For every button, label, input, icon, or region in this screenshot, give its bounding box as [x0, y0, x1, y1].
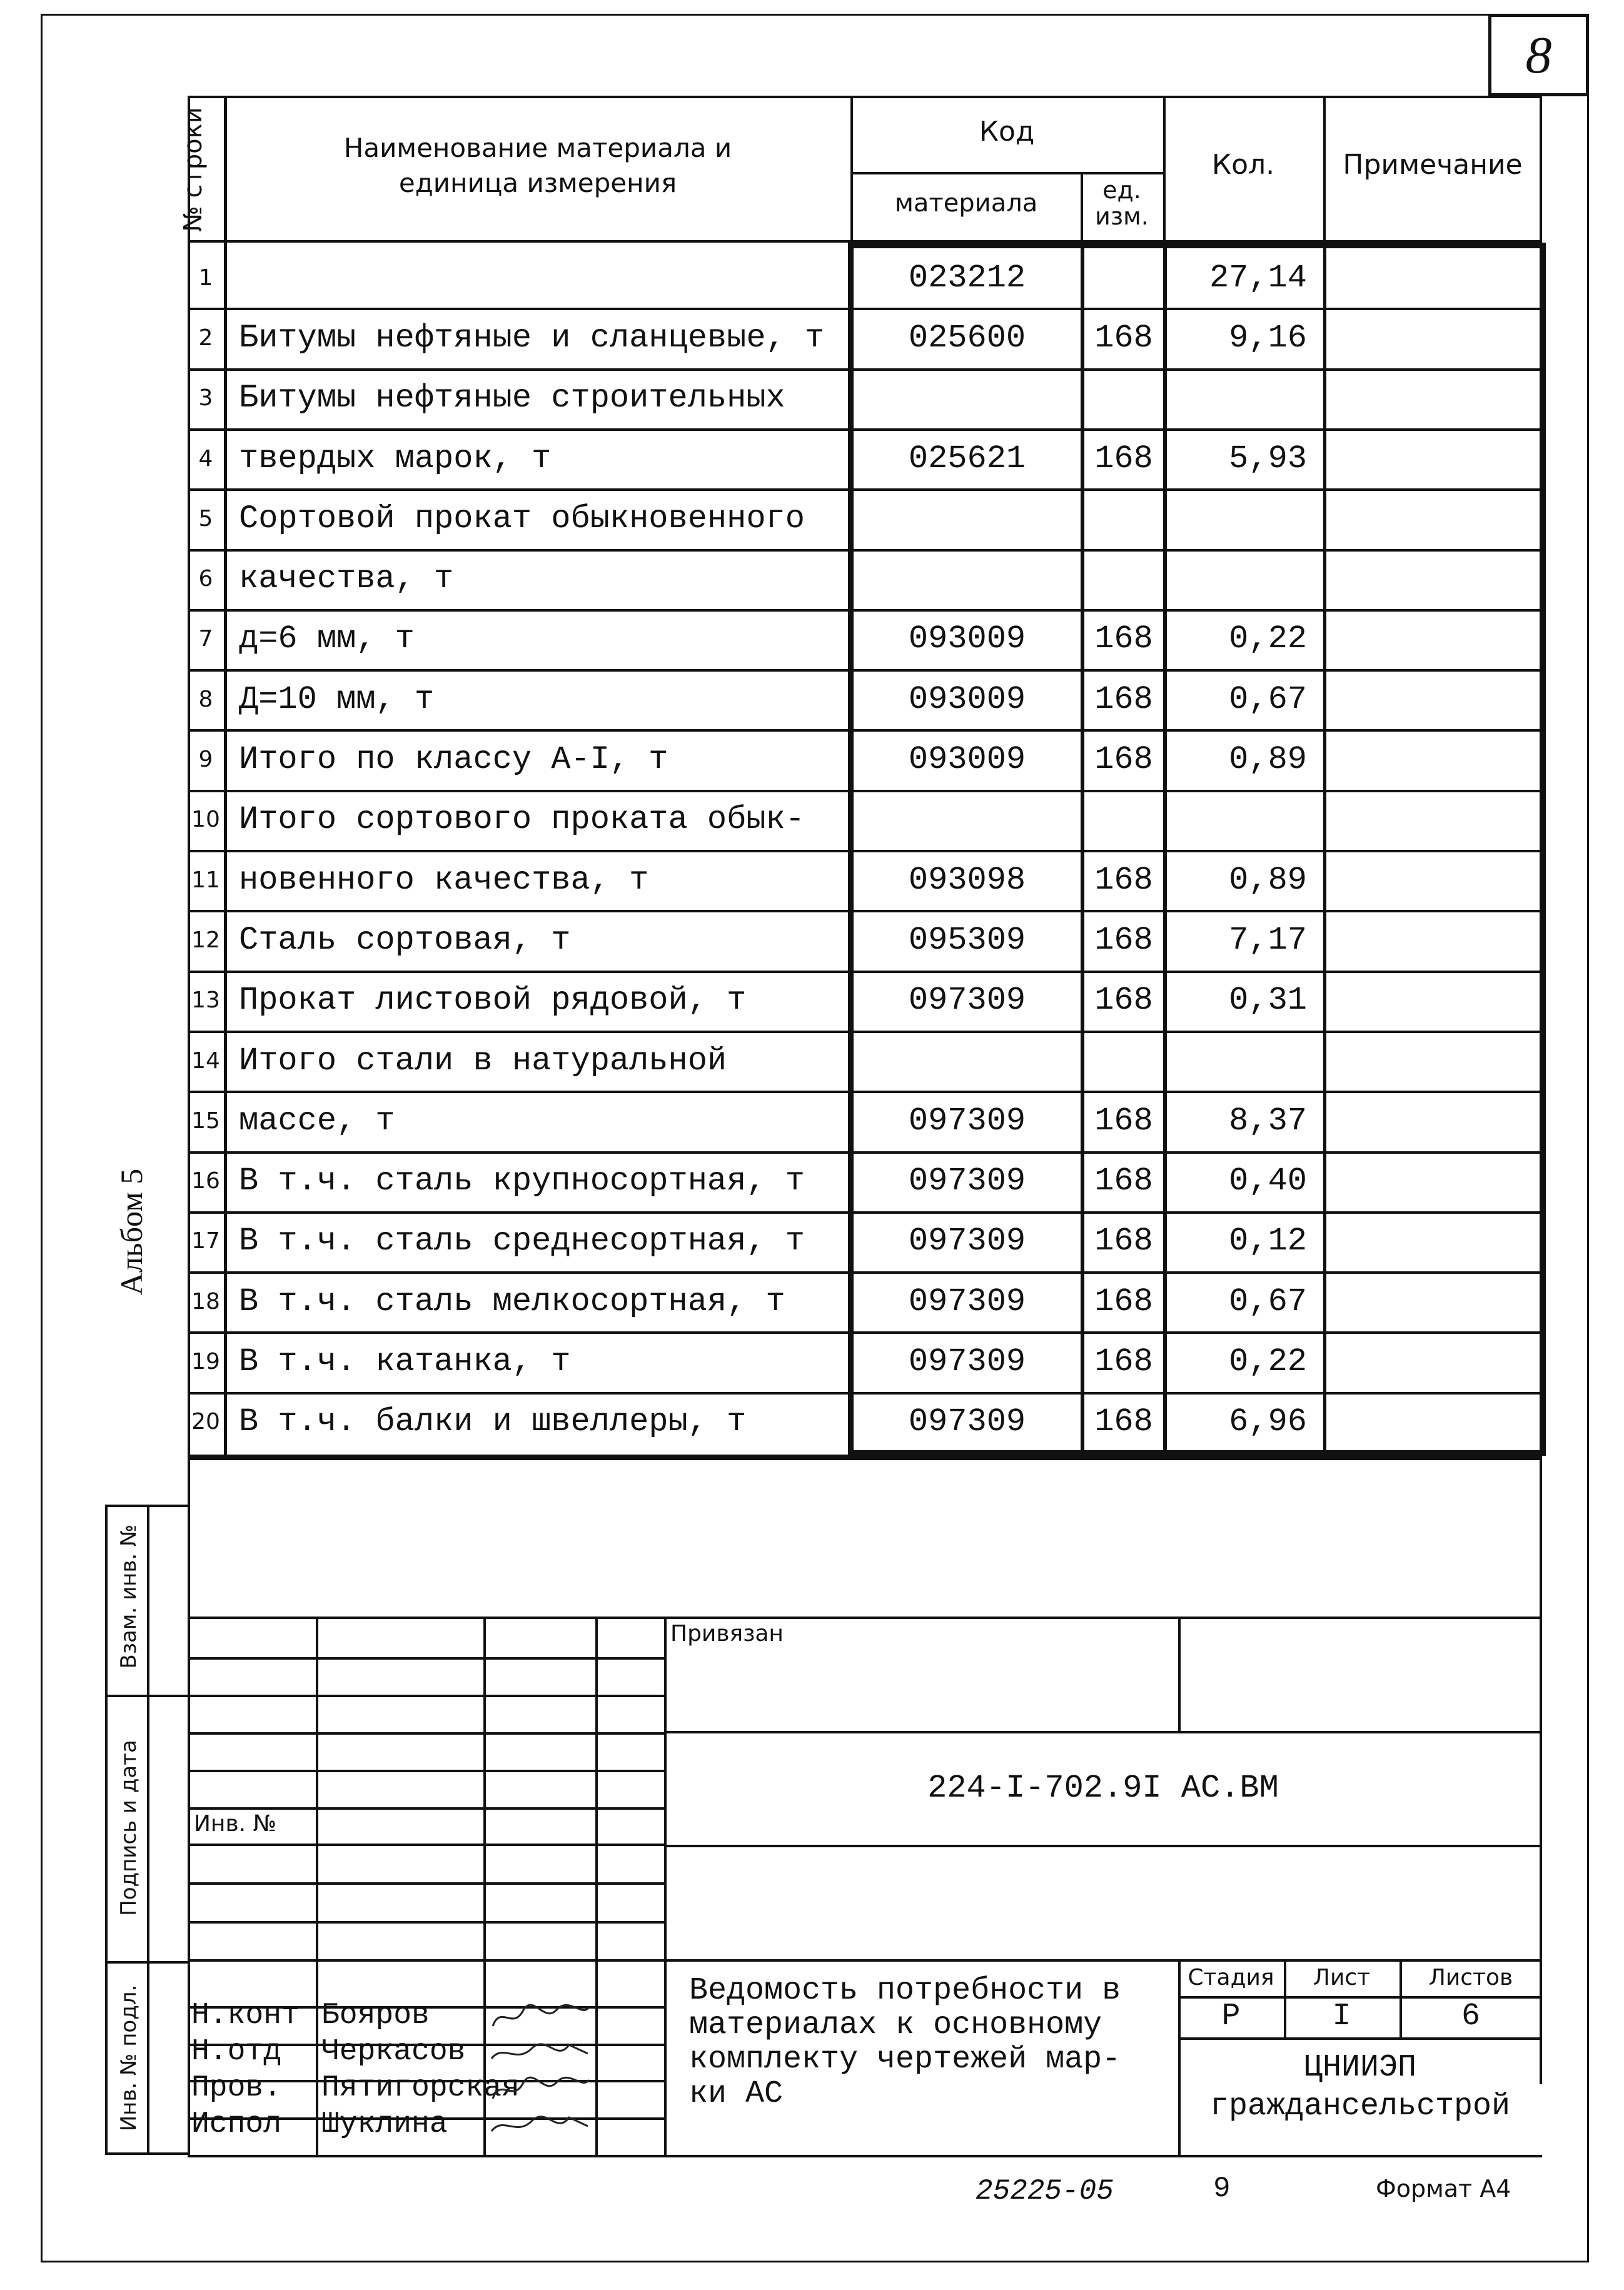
signer-name: Бояров	[321, 1999, 430, 2032]
row-name: Сталь сортовая, т	[239, 921, 571, 959]
row-code: 097309	[908, 1403, 1026, 1441]
sheets-label: Листов	[1428, 1965, 1513, 1990]
row-number: 19	[191, 1349, 220, 1375]
row-number: 16	[191, 1168, 220, 1194]
row-unit	[1084, 549, 1163, 609]
row-code	[854, 368, 1081, 428]
row-name: твердых марок, т	[239, 440, 552, 477]
row-unit: 168	[1094, 440, 1153, 477]
row-name: В т.ч. сталь мелкосортная, т	[239, 1283, 785, 1320]
row-qty	[1167, 1031, 1323, 1091]
row-name: Итого по классу А-I, т	[239, 741, 668, 779]
row-number: 1	[198, 265, 213, 291]
row-unit	[1084, 368, 1163, 428]
row-code: 097309	[908, 1223, 1026, 1260]
row-qty: 6,96	[1229, 1403, 1307, 1441]
row-number: 17	[191, 1228, 220, 1254]
header-qty: Кол.	[1211, 149, 1275, 181]
org-line-1: ЦНИИЭП	[1303, 2050, 1417, 2086]
row-code	[854, 1031, 1081, 1091]
stage-value: Р	[1221, 1999, 1241, 2034]
row-unit	[1084, 248, 1163, 308]
row-unit	[1084, 790, 1163, 850]
sheet-value: I	[1332, 1999, 1351, 2034]
row-unit: 168	[1094, 861, 1153, 899]
row-code: 093009	[908, 620, 1026, 658]
row-name: В т.ч. катанка, т	[239, 1343, 571, 1381]
row-number: 3	[198, 385, 213, 411]
sheets-value: 6	[1461, 1999, 1480, 2034]
row-code: 093098	[908, 861, 1026, 899]
row-qty: 0,40	[1229, 1163, 1307, 1200]
row-qty: 0,12	[1229, 1223, 1307, 1260]
row-name: новенного качества, т	[239, 861, 649, 899]
signer-role: Н.конт	[191, 1999, 300, 2032]
archive-number: 25225-05	[976, 2175, 1114, 2207]
row-unit: 168	[1094, 1102, 1153, 1139]
side-podpis: Подпись и дата	[116, 1740, 141, 1916]
row-code: 095309	[908, 921, 1026, 959]
org-line-2: граждансельстрой	[1209, 2089, 1511, 2124]
row-qty: 27,14	[1209, 259, 1307, 296]
row-code: 097309	[908, 1163, 1026, 1200]
row-unit: 168	[1094, 982, 1153, 1019]
side-inv-podl: Инв. № подл.	[116, 1984, 141, 2132]
format-label: Формат А4	[1376, 2175, 1511, 2202]
row-name: Сортовой прокат обыкновенного	[239, 500, 805, 537]
sheet-number: 8	[1525, 26, 1552, 84]
signature-mark	[488, 2035, 594, 2070]
row-number: 18	[191, 1288, 220, 1314]
header-name-2: единица измерения	[398, 168, 677, 198]
row-unit: 168	[1094, 1223, 1153, 1260]
row-number: 12	[191, 927, 220, 953]
inv-no-label: Инв. №	[194, 1811, 277, 1837]
signer-role: Пров.	[191, 2071, 282, 2105]
row-number: 11	[191, 867, 220, 893]
row-qty: 0,22	[1229, 1343, 1307, 1381]
header-code-unit-2: изм.	[1095, 203, 1149, 230]
row-number: 14	[191, 1047, 220, 1074]
row-unit: 168	[1094, 921, 1153, 959]
row-code: 093009	[908, 680, 1026, 718]
row-qty	[1167, 488, 1323, 548]
row-name: качества, т	[239, 560, 454, 598]
row-number: 4	[198, 445, 213, 472]
row-code: 097309	[908, 1102, 1026, 1139]
row-number: 8	[198, 686, 213, 712]
signature-mark	[488, 1999, 594, 2034]
row-qty: 0,89	[1229, 861, 1307, 899]
header-note: Примечание	[1343, 149, 1523, 181]
row-name: В т.ч. сталь среднесортная, т	[239, 1223, 805, 1260]
row-code: 097309	[908, 1343, 1026, 1381]
page-number: 9	[1213, 2172, 1231, 2205]
stage-label: Стадия	[1188, 1965, 1274, 1990]
description-3: комплекту чертежей мар-	[689, 2042, 1121, 2077]
row-name: Итого сортового проката обык-	[239, 801, 805, 839]
row-code: 097309	[908, 982, 1026, 1019]
row-name: массе, т	[239, 1102, 395, 1139]
sheet-label: Лист	[1313, 1965, 1371, 1990]
row-name: Битумы нефтяные и сланцевые, т	[239, 319, 825, 356]
signer-name: Черкасов	[321, 2035, 466, 2069]
description-4: ки АС	[689, 2076, 784, 2112]
header-name-1: Наименование материала и	[343, 133, 732, 163]
row-number: 9	[198, 747, 213, 773]
row-name: Прокат листовой рядовой, т	[239, 982, 747, 1019]
header-code: Код	[979, 116, 1035, 148]
row-number: 15	[191, 1107, 220, 1134]
row-unit: 168	[1094, 620, 1153, 658]
row-code: 097309	[908, 1283, 1026, 1320]
doc-code: 224-I-702.9I АС.ВМ	[927, 1770, 1279, 1807]
row-code: 025600	[908, 319, 1026, 356]
row-code	[854, 790, 1081, 850]
signature-mark	[488, 2071, 594, 2106]
header-row-no: № строки	[179, 107, 208, 232]
row-number: 6	[198, 566, 213, 592]
row-number: 7	[198, 626, 213, 652]
row-name: В т.ч. балки и швеллеры, т	[239, 1403, 747, 1441]
row-qty: 9,16	[1229, 319, 1307, 356]
signer-role: Н.отд	[191, 2035, 282, 2069]
row-qty	[1167, 368, 1323, 428]
header-code-material: материала	[894, 189, 1038, 218]
row-qty: 0,67	[1229, 680, 1307, 718]
row-number: 2	[198, 325, 213, 351]
description-2: материалах к основному	[689, 2007, 1102, 2043]
row-qty	[1167, 790, 1323, 850]
row-number: 13	[191, 987, 220, 1014]
row-code: 025621	[908, 440, 1026, 477]
row-unit: 168	[1094, 319, 1153, 356]
album-label: Альбом 5	[114, 1168, 149, 1296]
row-qty: 7,17	[1229, 921, 1307, 959]
row-name	[226, 248, 848, 308]
signer-role: Испол	[191, 2107, 282, 2141]
signer-name: Пятигорская	[321, 2071, 520, 2105]
row-qty	[1167, 549, 1323, 609]
row-qty: 0,31	[1229, 982, 1307, 1019]
side-vzam: Взам. инв. №	[116, 1524, 141, 1669]
row-name: Д=10 мм, т	[239, 680, 435, 718]
row-name: Битумы нефтяные строительных	[239, 380, 785, 417]
row-name: Итого стали в натуральной	[239, 1042, 727, 1079]
header-code-unit-1: ед.	[1102, 176, 1141, 204]
row-code	[854, 488, 1081, 548]
row-name: д=6 мм, т	[239, 620, 415, 658]
signer-name: Шуклина	[321, 2107, 448, 2141]
row-number: 10	[191, 807, 220, 833]
row-number: 5	[198, 505, 213, 532]
privyazan-label: Привязан	[670, 1621, 784, 1647]
row-unit: 168	[1094, 1343, 1153, 1381]
row-qty: 0,22	[1229, 620, 1307, 658]
row-qty: 5,93	[1229, 440, 1307, 477]
row-unit: 168	[1094, 680, 1153, 718]
description-1: Ведомость потребности в	[689, 1973, 1121, 2009]
row-unit	[1084, 1031, 1163, 1091]
row-code: 023212	[908, 259, 1026, 296]
row-qty: 0,89	[1229, 741, 1307, 779]
row-qty: 8,37	[1229, 1102, 1307, 1139]
row-unit: 168	[1094, 1283, 1153, 1320]
row-unit: 168	[1094, 1163, 1153, 1200]
row-number: 20	[191, 1409, 220, 1435]
row-code: 093009	[908, 741, 1026, 779]
row-unit: 168	[1094, 741, 1153, 779]
row-unit: 168	[1094, 1403, 1153, 1441]
row-unit	[1084, 488, 1163, 548]
row-qty: 0,67	[1229, 1283, 1307, 1320]
signature-mark	[488, 2107, 594, 2142]
row-name: В т.ч. сталь крупносортная, т	[239, 1163, 805, 1200]
row-code	[854, 549, 1081, 609]
